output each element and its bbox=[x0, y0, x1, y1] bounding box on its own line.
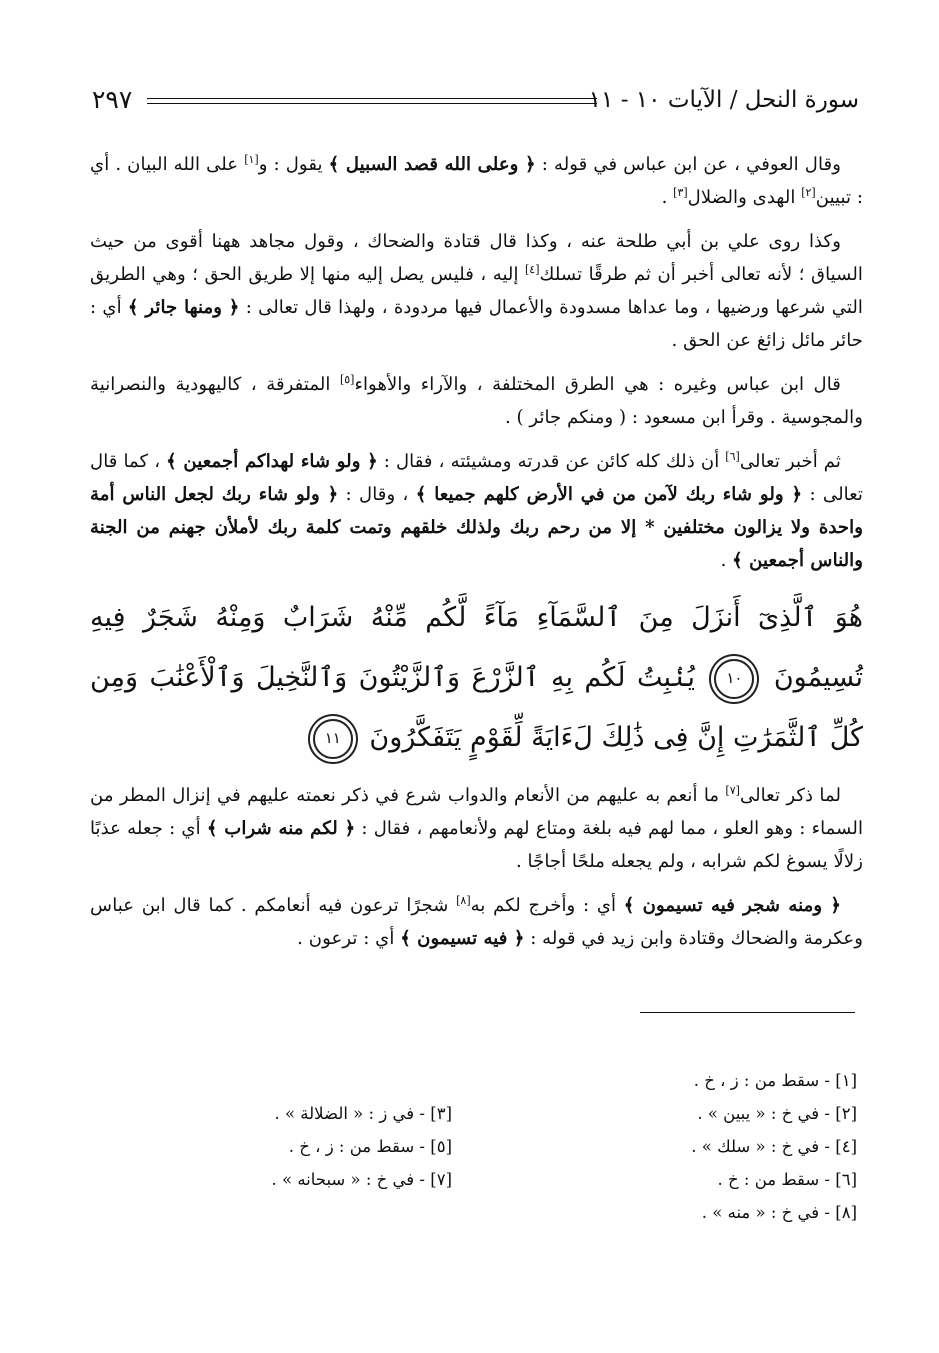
footnote-ref: [٢] bbox=[801, 185, 816, 199]
footnote: [٤] - في خ : « سلك » . bbox=[691, 1137, 857, 1156]
text-run: أن ذلك كله كائن عن قدرته ومشيئته ، فقال : bbox=[377, 451, 726, 472]
quoted-verse: ﴿ وعلى الله قصد السبيل ﴾ bbox=[328, 154, 536, 175]
text-run: . bbox=[661, 187, 674, 208]
footnote-ref: [٥] bbox=[339, 372, 355, 386]
text-run: الهدى والضلال bbox=[687, 187, 802, 208]
quoted-verse: ﴿ ولو شاء ربك لآمن من في الأرض كلهم جميعا ﴾ bbox=[415, 484, 803, 505]
footnote-ref: [٧] bbox=[725, 783, 740, 797]
text-run: المتفرقة ، كاليهودية والنصرانية والمجوسية . وقرأ ابن مسعود : ( ومنكم جائر ) . bbox=[90, 374, 863, 428]
footnote-ref: [٤] bbox=[525, 262, 540, 276]
text-run: ، كما قال تعالى : bbox=[90, 451, 863, 505]
footnote: [٨] - في خ : « منه » . bbox=[701, 1203, 857, 1222]
footnote: [١] - سقط من : ز ، خ . bbox=[693, 1071, 857, 1090]
text-run: ما أنعم به عليهم من الأنعام والدواب شرع في ذكر نعمته عليهم في إنزال المطر من السماء : وهو العلو ، مما لهم فيه بلغة ومتاع لهم ولأنعامهم ، فقال : bbox=[90, 785, 863, 839]
quoted-verse: ﴿ ومنها جائر ﴾ bbox=[127, 297, 240, 318]
paragraph bbox=[90, 148, 863, 214]
quoted-verse: ﴿ ولو شاء ربك لجعل الناس أمة واحدة ولا يزالون مختلفين * إلا من رحم ربك ولذلك خلقهم وتمت كلمة ربك لأملأن جهنم من الجنة والناس أجمعين ﴾ bbox=[90, 484, 863, 571]
text-run: شجرًا ترعون فيه أنعامكم . كما قال ابن عباس وعكرمة والضحاك وقتادة وابن زيد في قوله : bbox=[90, 895, 863, 949]
paragraph bbox=[90, 445, 863, 577]
text-run: لما ذكر تعالى bbox=[739, 785, 842, 806]
text-run: أي : حائر مائل زائغ عن الحق . bbox=[90, 297, 863, 351]
text-run: ، وقال : bbox=[338, 484, 416, 505]
paragraph-group-1 bbox=[90, 148, 863, 577]
text-run: أي : ترعون . bbox=[297, 928, 401, 949]
text-run: إليه ، فليس يصل إليه منها إلا طريق الحق ؛ وهي الطريق التي شرعها ورضيها ، وما عداها مسدودة والأعمال فيها مردودة ، ولهذا قال تعالى : bbox=[90, 264, 863, 318]
footnote: [٢] - في خ : « يبين » . bbox=[697, 1104, 857, 1123]
text-run: قال ابن عباس وغيره : هي الطرق المختلفة ، والآراء والأهواء bbox=[354, 374, 841, 395]
page-number: ٢٩٧ bbox=[92, 85, 133, 114]
verse-text-10: هُوَ ٱلَّذِىٓ أَنزَلَ مِنَ ٱلسَّمَآءِ مَآءً لَّكُم مِّنْهُ شَرَابٌ وَمِنْهُ شَجَرٌ فِيهِ تُسِيمُونَ bbox=[90, 602, 863, 693]
quoted-verse: ﴿ ومنه شجر فيه تسيمون ﴾ bbox=[623, 895, 842, 916]
footnote: [٧] - في خ : « سبحانه » . bbox=[271, 1170, 452, 1189]
text-run: ثم أخبر تعالى bbox=[739, 451, 841, 472]
footnote-ref: [٣] bbox=[673, 185, 688, 199]
quoted-verse: ﴿ لكم منه شراب ﴾ bbox=[206, 818, 356, 839]
text-run: يقول : و bbox=[258, 154, 329, 175]
text-run: . bbox=[720, 550, 733, 571]
verse-text-11: يُنۢبِتُ لَكُم بِهِ ٱلزَّرْعَ وَٱلزَّيْتُونَ وَٱلنَّخِيلَ وَٱلْأَعْنَٰبَ وَمِن كُلِّ ٱلثَّمَرَٰتِ إِنَّ فِى ذَٰلِكَ لَءَايَةً لِّقَوْمٍ يَتَفَكَّرُونَ bbox=[90, 662, 863, 753]
footnotes-right-column bbox=[537, 1064, 857, 1229]
page-header bbox=[92, 82, 859, 122]
paragraph-group-2 bbox=[90, 779, 863, 955]
text-run: وقال العوفي ، عن ابن عباس في قوله : bbox=[535, 154, 841, 175]
quran-verses bbox=[90, 588, 863, 768]
quoted-verse: ﴿ ولو شاء لهداكم أجمعين ﴾ bbox=[166, 451, 378, 472]
footnote-ref: [٦] bbox=[725, 449, 740, 463]
paragraph bbox=[90, 368, 863, 434]
footnote: [٦] - سقط من : خ . bbox=[717, 1170, 857, 1189]
ayah-marker-icon: ١٠ bbox=[714, 659, 754, 699]
footnote-separator bbox=[640, 1012, 855, 1013]
ayah-marker-icon: ١١ bbox=[313, 719, 353, 759]
footnote-ref: [١] bbox=[244, 152, 259, 166]
paragraph bbox=[90, 889, 863, 955]
text-run: أي : جعله عذبًا زلالًا يسوغ لكم شرابه ، ولم يجعله ملحًا أجاجًا . bbox=[90, 818, 863, 872]
text-run: وكذا روى علي بن أبي طلحة عنه ، وكذا قال قتادة والضحاك ، وقول مجاهد ههنا أقوى من حيث السياق ؛ لأنه تعالى أخبر أن ثم طرقًا تسلك bbox=[90, 231, 863, 285]
paragraph bbox=[90, 779, 863, 878]
footnote-ref: [٨] bbox=[456, 893, 471, 907]
footnote: [٣] - في ز : « الضلالة » . bbox=[274, 1104, 452, 1123]
paragraph bbox=[90, 225, 863, 357]
text-run: أي : وأخرج لكم به bbox=[470, 895, 624, 916]
running-title: سورة النحل / الآيات ١٠ - ١١ bbox=[588, 87, 859, 113]
main-text bbox=[90, 148, 863, 966]
header-rule bbox=[147, 98, 597, 104]
footnotes-left-column bbox=[192, 1097, 452, 1196]
text-run: على الله البيان . أي : تبيين bbox=[90, 154, 863, 208]
footnote: [٥] - سقط من : ز ، خ . bbox=[288, 1137, 452, 1156]
quoted-verse: ﴿ فيه تسيمون ﴾ bbox=[400, 928, 525, 949]
